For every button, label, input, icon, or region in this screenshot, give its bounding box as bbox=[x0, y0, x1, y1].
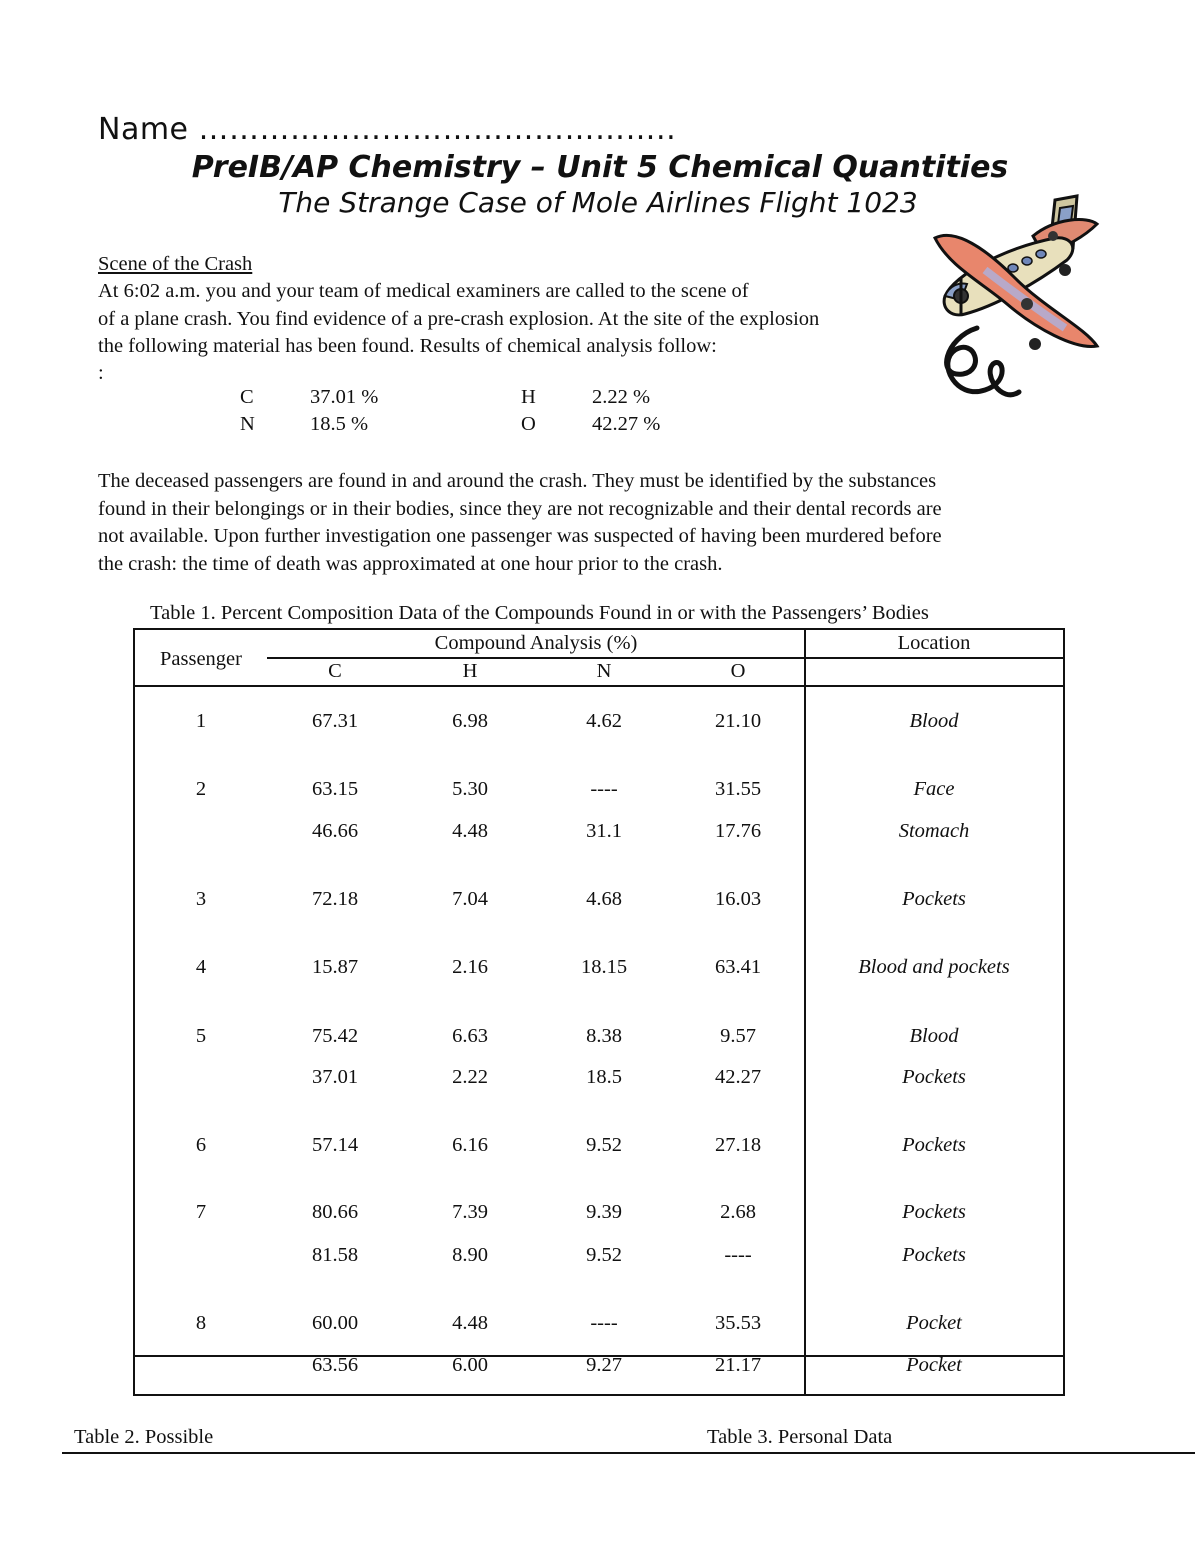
scene-line: At 6:02 a.m. you and your team of medical examiners are called to the scene of bbox=[98, 280, 749, 302]
scene-line: the following material has been found. Results of chemical analysis follow: bbox=[98, 335, 717, 357]
cell-n: ---- bbox=[590, 778, 618, 800]
deceased-line: the crash: the time of death was approximated at one hour prior to the crash. bbox=[98, 552, 723, 575]
table1-caption: Table 1. Percent Composition Data of the Compounds Found in or with the Passengers’ Bodies bbox=[150, 602, 929, 624]
name-field-line: Name ……………………………………….. bbox=[98, 112, 677, 147]
header-rule bbox=[267, 657, 805, 659]
cell-passenger: 2 bbox=[195, 778, 207, 800]
cell-h: 4.48 bbox=[452, 1312, 488, 1334]
cell-o: 35.53 bbox=[714, 1312, 762, 1334]
cell-o: 31.55 bbox=[714, 778, 762, 800]
table2-label: Table 2. Possible bbox=[74, 1426, 214, 1448]
cell-passenger: 3 bbox=[195, 888, 207, 910]
bottom-rule bbox=[62, 1452, 1195, 1454]
cell-h: 6.63 bbox=[452, 1025, 488, 1047]
analysis-element: C bbox=[240, 386, 254, 408]
cell-h: 2.22 bbox=[452, 1066, 488, 1088]
deceased-line: found in their belongings or in their bodies, since they are not recognizable and their dental records are bbox=[98, 497, 942, 520]
cell-c: 67.31 bbox=[311, 710, 359, 732]
cell-n: 9.52 bbox=[586, 1244, 622, 1266]
header-col-n: N bbox=[596, 660, 612, 682]
header-col-c: C bbox=[328, 660, 342, 682]
analysis-value: 37.01 % bbox=[310, 386, 379, 408]
cell-location: Pockets bbox=[902, 1066, 966, 1088]
cell-location: Pockets bbox=[902, 1244, 966, 1266]
page-subtitle: The Strange Case of Mole Airlines Flight 1023 bbox=[278, 186, 918, 219]
deceased-line: not available. Upon further investigation one passenger was suspected of having been murdered before bbox=[98, 525, 942, 547]
cell-passenger: 5 bbox=[195, 1025, 207, 1047]
cell-c: 63.56 bbox=[311, 1354, 359, 1376]
header-bottom-rule bbox=[135, 685, 1063, 687]
cell-n: 18.15 bbox=[580, 956, 628, 978]
cell-location: Pockets bbox=[902, 1134, 966, 1156]
analysis-value: 2.22 % bbox=[592, 386, 651, 408]
cell-n: 9.27 bbox=[586, 1354, 622, 1376]
cell-location: Pockets bbox=[902, 888, 966, 910]
cell-o: 16.03 bbox=[714, 888, 762, 910]
analysis-element: H bbox=[521, 386, 536, 408]
cell-c: 81.58 bbox=[311, 1244, 359, 1266]
cell-location: Stomach bbox=[898, 820, 970, 842]
scene-heading: Scene of the Crash bbox=[98, 253, 253, 275]
cell-location: Pocket bbox=[906, 1354, 962, 1376]
cell-h: 2.16 bbox=[452, 956, 488, 978]
cell-o: ---- bbox=[724, 1244, 752, 1266]
scene-paragraph bbox=[98, 278, 958, 361]
deceased-paragraph bbox=[98, 468, 1088, 578]
cell-c: 15.87 bbox=[311, 956, 359, 978]
location-divider bbox=[804, 630, 806, 1394]
cell-c: 57.14 bbox=[311, 1134, 359, 1156]
cell-o: 17.76 bbox=[714, 820, 762, 842]
cell-o: 21.17 bbox=[714, 1354, 762, 1376]
header-location: Location bbox=[897, 632, 971, 654]
header-col-o: O bbox=[730, 660, 746, 682]
cell-n: 4.62 bbox=[586, 710, 622, 732]
cell-h: 4.48 bbox=[452, 820, 488, 842]
header-rule bbox=[805, 657, 1063, 659]
cell-o: 21.10 bbox=[714, 710, 762, 732]
cell-passenger: 7 bbox=[195, 1201, 207, 1223]
cell-c: 37.01 bbox=[311, 1066, 359, 1088]
cell-n: 18.5 bbox=[586, 1066, 622, 1088]
cell-location: Blood and pockets bbox=[858, 956, 1010, 978]
cell-o: 27.18 bbox=[714, 1134, 762, 1156]
cell-o: 9.57 bbox=[720, 1025, 756, 1047]
table3-label: Table 3. Personal Data bbox=[707, 1426, 893, 1448]
cell-n: 9.52 bbox=[586, 1134, 622, 1156]
cell-h: 6.98 bbox=[452, 710, 488, 732]
scene-colon: : bbox=[98, 362, 104, 384]
cell-c: 46.66 bbox=[311, 820, 359, 842]
header-passenger: Passenger bbox=[160, 648, 242, 670]
analysis-element: O bbox=[521, 413, 536, 435]
cell-c: 80.66 bbox=[311, 1201, 359, 1223]
cell-passenger: 6 bbox=[195, 1134, 207, 1156]
cell-o: 63.41 bbox=[714, 956, 762, 978]
cell-c: 72.18 bbox=[311, 888, 359, 910]
cell-n: 31.1 bbox=[586, 820, 622, 842]
header-col-h: H bbox=[462, 660, 478, 682]
deceased-line: The deceased passengers are found in and around the crash. They must be identified by the substances bbox=[98, 470, 937, 492]
cell-location: Face bbox=[913, 778, 955, 800]
cell-n: 8.38 bbox=[586, 1025, 622, 1047]
cell-location: Blood bbox=[909, 710, 959, 732]
analysis-element: N bbox=[240, 413, 255, 435]
cell-passenger: 4 bbox=[195, 956, 207, 978]
cell-passenger: 1 bbox=[195, 710, 207, 732]
cell-h: 6.00 bbox=[452, 1354, 488, 1376]
cell-passenger: 8 bbox=[195, 1312, 207, 1334]
cell-o: 42.27 bbox=[714, 1066, 762, 1088]
cell-c: 63.15 bbox=[311, 778, 359, 800]
cell-c: 75.42 bbox=[311, 1025, 359, 1047]
cell-c: 60.00 bbox=[311, 1312, 359, 1334]
cell-o: 2.68 bbox=[720, 1201, 756, 1223]
cell-h: 6.16 bbox=[452, 1134, 488, 1156]
cell-n: 4.68 bbox=[586, 888, 622, 910]
cell-n: 9.39 bbox=[586, 1201, 622, 1223]
cell-h: 8.90 bbox=[452, 1244, 488, 1266]
cell-h: 7.39 bbox=[452, 1201, 488, 1223]
page-title: PreIB/AP Chemistry – Unit 5 Chemical Quantities bbox=[191, 150, 1009, 185]
analysis-value: 18.5 % bbox=[310, 413, 369, 435]
header-compound-analysis: Compound Analysis (%) bbox=[434, 632, 638, 654]
cell-location: Pockets bbox=[902, 1201, 966, 1223]
cell-location: Blood bbox=[909, 1025, 959, 1047]
cell-n: ---- bbox=[590, 1312, 618, 1334]
analysis-value: 42.27 % bbox=[592, 413, 661, 435]
cell-h: 7.04 bbox=[452, 888, 488, 910]
composition-table bbox=[133, 628, 1065, 1396]
scene-line: of a plane crash. You find evidence of a pre-crash explosion. At the site of the explosion bbox=[98, 307, 820, 330]
cell-h: 5.30 bbox=[452, 778, 488, 800]
cell-location: Pocket bbox=[906, 1312, 962, 1334]
